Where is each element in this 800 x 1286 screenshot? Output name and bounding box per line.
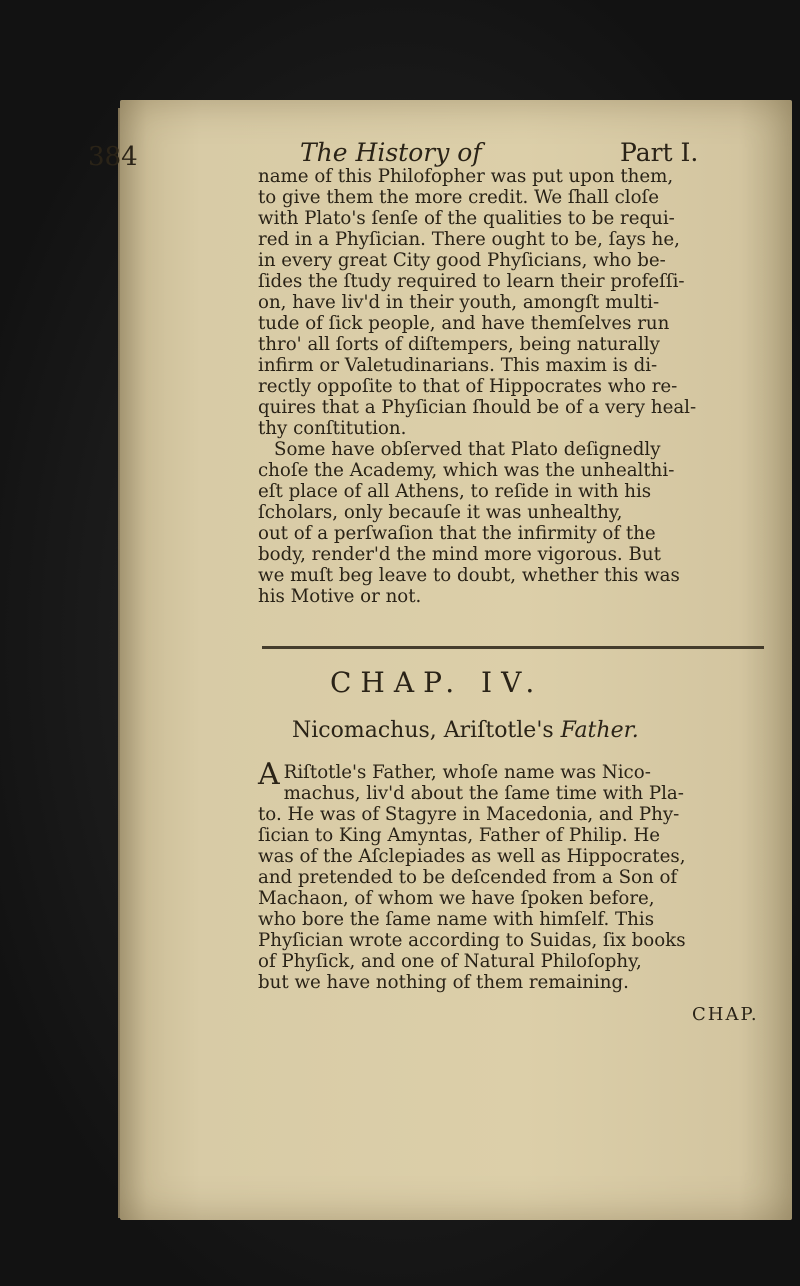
chapter-line: ſician to King Amyntas, Father of Philip. He <box>258 825 661 846</box>
body-text <box>258 166 766 607</box>
body-line: infirm or Valetudinarians. This maxim is di- <box>258 355 658 376</box>
body-line: in every great City good Phyſicians, who be- <box>258 250 666 271</box>
body-line: on, have liv'd in their youth, amongſt multi- <box>258 292 660 313</box>
chapter-subtitle-italic: Father. <box>560 718 639 743</box>
body-line: we muſt beg leave to doubt, whether this was <box>258 565 680 586</box>
chapter-line: but we have nothing of them remaining. <box>258 972 629 993</box>
chapter-line: Phyſician wrote according to Suidas, ſix books <box>258 930 686 951</box>
body-line: out of a perſwaſion that the infirmity of the <box>258 523 656 544</box>
body-line: red in a Phyſician. There ought to be, ſays he, <box>258 229 680 250</box>
body-line: choſe the Academy, which was the unhealthi- <box>258 460 675 481</box>
chapter-line: of Phyſick, and one of Natural Philoſophy, <box>258 951 642 972</box>
body-line: quires that a Phyſician ſhould be of a very heal- <box>258 397 697 418</box>
body-line: body, render'd the mind more vigorous. But <box>258 544 661 565</box>
body-line: ſides the ſtudy required to learn their profeſſi- <box>258 271 685 292</box>
body-line: Some have obſerved that Plato deſignedly <box>274 439 661 460</box>
body-line: his Motive or not. <box>258 586 422 607</box>
running-part: Part I. <box>620 138 699 167</box>
chapter-line: machus, liv'd about the ſame time with Pla- <box>283 783 684 804</box>
catchword: CHAP. <box>692 1004 759 1025</box>
body-line: thro' all ſorts of diſtempers, being naturally <box>258 334 660 355</box>
chapter-line: was of the Aſclepiades as well as Hippocrates, <box>258 846 686 867</box>
drop-cap: A <box>258 757 280 792</box>
chapter-heading: CHAP. IV. <box>330 666 544 699</box>
body-line: ſcholars, only becauſe it was unhealthy, <box>258 502 623 523</box>
chapter-line: Machaon, of whom we have ſpoken before, <box>258 888 655 909</box>
section-rule <box>262 646 764 649</box>
body-line: name of this Philofopher was put upon them, <box>258 166 674 187</box>
body-line: to give them the more credit. We ſhall cloſe <box>258 187 660 208</box>
body-line: eſt place of all Athens, to reſide in with his <box>258 481 652 502</box>
chapter-text <box>258 757 766 993</box>
body-line: tude of ſick people, and have themſelves run <box>258 313 670 334</box>
page-number: 384 <box>88 142 138 172</box>
chapter-line: Riſtotle's Father, whoſe name was Nico- <box>283 762 651 783</box>
chapter-line: who bore the ſame name with himſelf. This <box>258 909 655 930</box>
body-line: with Plato's ſenſe of the qualities to be requi- <box>258 208 675 229</box>
body-line: thy conſtitution. <box>258 418 407 439</box>
chapter-subtitle <box>292 718 762 743</box>
chapter-line: to. He was of Stagyre in Macedonia, and Phy- <box>258 804 680 825</box>
chapter-line: and pretended to be deſcended from a Son of <box>258 867 678 888</box>
chapter-subtitle-names: Nicomachus, Ariſtotle's <box>292 718 554 743</box>
running-title: The History of <box>300 138 482 167</box>
body-line: rectly oppoſite to that of Hippocrates who re- <box>258 376 678 397</box>
